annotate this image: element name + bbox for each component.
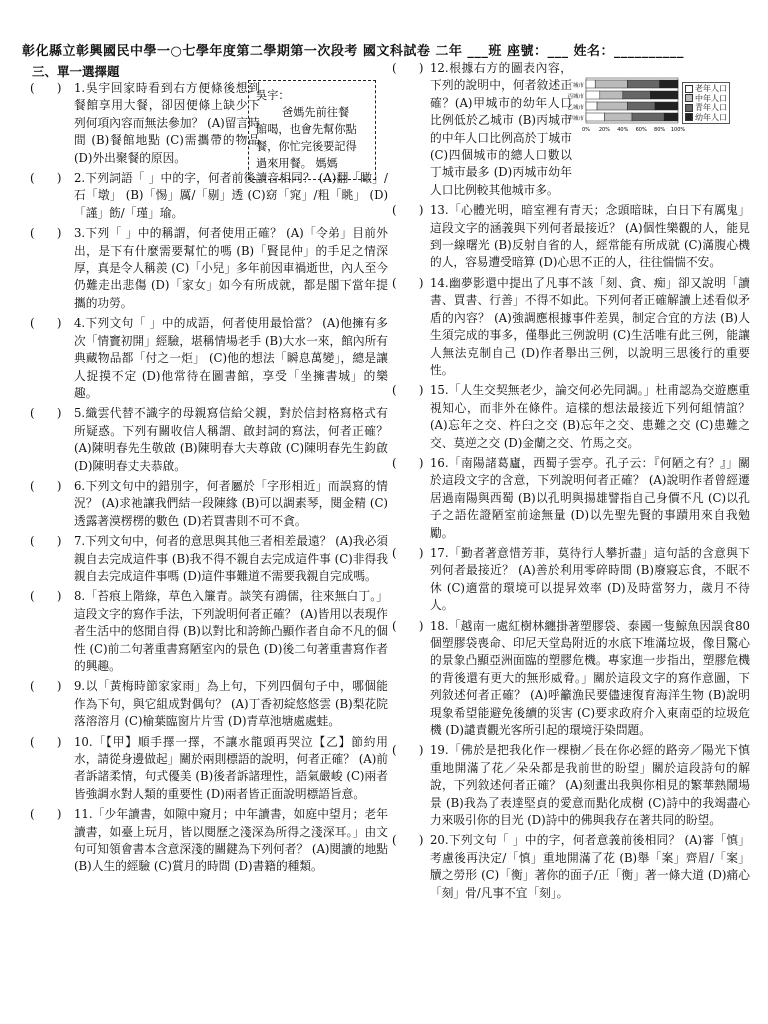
question-item — [30, 225, 388, 312]
question-body: 根據右方的圖表內容，下列的說明中，何者敘述正確？(A)甲城市的幼年人口比例低於乙城市 (B)丙城市的中年人口比例高於丁城市 (C)四個城市的總人口數以丁城市最多 (D)丙城市幼年人口比例較其他城市多。 — [430, 61, 572, 197]
question-text — [30, 734, 388, 804]
answer-blank[interactable]: ( ) — [30, 734, 62, 749]
legend-label: 中年人口 — [695, 93, 727, 103]
section-title: 三、單一選擇題 — [32, 64, 120, 79]
bar-segment — [586, 102, 597, 110]
answer-blank[interactable]: ( ) — [392, 743, 424, 758]
bar-segment — [655, 102, 678, 110]
question-number: 13. — [430, 203, 449, 218]
question-text — [30, 806, 388, 876]
memo-line: 餐，你忙完後要記得 — [256, 140, 357, 153]
question-text — [30, 678, 388, 730]
question-item — [30, 478, 388, 530]
bar-segment — [597, 102, 627, 110]
legend-entry — [685, 84, 727, 94]
answer-blank[interactable]: ( ) — [30, 589, 62, 604]
bar-segment — [604, 113, 632, 121]
x-tick-label: 0% — [582, 127, 590, 133]
question-body: 「【甲】順手擇一擇，不讓水龍頭再哭泣【乙】節約用水，請從身邊做起」關於兩則標語的說明，何者正確？ (A)前者訴諸柔情，句式優美 (B)後者訴諸理性，語氣嚴峻 (C)兩者皆強調水對人類的重要性 (D)兩者皆正面說明標語旨意。 — [74, 734, 388, 801]
question-body: 以「黃梅時節家家雨」為上句，下列四個句子中，哪個能作為下句，與它組成對偶句？ (A)丁香初綻悠悠雲 (B)梨花院落溶溶月 (C)榆葉臨窗片片雪 (D)青草池塘處處蛙。 — [74, 679, 388, 729]
legend-swatch — [685, 104, 693, 112]
question-body: 下列文句中，何者的意思與其他三者相差最遠？ (A)我必須親自去完成這件事 (B)我不得不親自去完成這件事 (C)非得我親自去完成這件事嗎 (D)這件事難道不需要我親自完成嗎。 — [74, 534, 388, 583]
question-number: 19. — [430, 743, 449, 758]
legend-label: 青年人口 — [695, 103, 727, 112]
question-item — [392, 202, 750, 272]
question-text — [30, 225, 388, 312]
question-body: 下列「 」中的稱謂，何者使用正確？ (A)「令弟」目前外出，是下有什麼需要幫忙的嗎 (B)「賢昆仲」的手足之情深厚，真是令人稱羨 (C)「小兒」多年前因車禍逝世，內人至今仍難走出悲傷 (D)「家女」如今有所成就，都是閣下當年提攜的功勞。 — [74, 226, 388, 310]
question-item — [30, 405, 388, 475]
question-number: 14. — [430, 275, 449, 290]
question-text — [30, 478, 388, 530]
question-item — [392, 832, 750, 902]
question-number: 8. — [74, 589, 86, 604]
question-body: 下列文句「 」中的成語，何者使用最恰當？ (A)他擁有多次「情竇初開」經驗，堪稱情場老手 (B)大水一來，館內所有典藏物品都「付之一炬」 (C)他的想法「瞬息萬變」，總是讓人捉摸不定 (D)他常待在圖書館，享受「坐擁書城」的樂趣。 — [74, 316, 388, 400]
answer-blank[interactable]: ( ) — [392, 203, 424, 218]
answer-blank[interactable]: ( ) — [392, 455, 424, 470]
question-item — [30, 315, 388, 402]
question-item — [392, 545, 750, 615]
question-body: 吳宇回家時看到右方便條後想到餐館享用大餐，卻因便條上缺少下列何項內容而無法參加？ (A)留言時間 (B)餐館地點 (C)需攜帶的物品 (D)外出聚餐的原因。 — [74, 81, 260, 165]
question-body: 織雲代替不識字的母親寫信給父親，對於信封格寫格式有所疑惑。下列有關收信人稱謂、啟封詞的寫法，何者正確？ (A)陳明春先生敬啟 (B)陳明春大夫尊啟 (C)陳明春先生鈞啟 (D)陳明春丈夫恭啟。 — [74, 406, 388, 473]
bar-segment — [664, 113, 678, 121]
bar-segment — [586, 80, 595, 88]
exam-header: 彰化縣立彰興國民中學一○七學年度第二學期第一次段考 國文科試卷 二年 ___班 座號：___ 姓名：__________ — [22, 44, 684, 59]
answer-blank[interactable]: ( ) — [392, 545, 424, 560]
question-number: 16. — [430, 455, 449, 470]
bar-segment — [650, 91, 678, 99]
question-number: 17. — [430, 545, 449, 560]
answer-blank[interactable]: ( ) — [30, 679, 62, 694]
question-text — [30, 315, 388, 402]
question-number: 3. — [74, 226, 86, 241]
question-body: 「心體光明，暗室裡有青天；念頭暗昧，白日下有厲鬼」這段文字的涵義與下列何者最接近？ (A)個性樂觀的人，能見到一線曙光 (B)反射自省的人，經常能有所成就 (C)滿腹心機的人，容易遭受暗算 (D)心思不正的人，往往惴惴不安。 — [430, 203, 750, 270]
question-text — [392, 382, 750, 452]
memo-line: 館喝，也會先幫你點 — [256, 123, 357, 136]
question-number: 18. — [430, 618, 449, 633]
legend-swatch — [685, 94, 693, 102]
question-body: 「少年讀書，如隙中窺月；中年讀書，如庭中望月；老年讀書，如臺上玩月，皆以閱歷之淺深為所得之淺深耳。」由文句可知領會書本含意深淺的關鍵為下列何者？ (A)閱讀的地點 (B)人生的經驗 (C)賞月的時間 (D)書籍的種類。 — [74, 807, 388, 874]
question-number: 5. — [74, 406, 86, 421]
question-body: 下列詞語「 」中的字，何者前後讀音相同？ (A)翻「瞰」/石「墩」 (B)「惕」厲/「剔」透 (C)窈「窕」/粗「眺」 (D)「謹」飭/「瑾」瑜。 — [74, 171, 388, 220]
answer-blank[interactable]: ( ) — [392, 618, 424, 633]
bar-segment — [600, 91, 623, 99]
question-item — [392, 742, 750, 829]
question-number: 20. — [430, 833, 449, 848]
question-number: 10. — [74, 734, 93, 749]
answer-blank[interactable]: ( ) — [30, 171, 62, 186]
category-label: 甲城市 — [567, 116, 584, 122]
question-item — [30, 678, 388, 730]
answer-blank[interactable]: ( ) — [392, 61, 424, 75]
bar-segment — [595, 80, 627, 88]
chart-legend — [682, 82, 730, 124]
legend-label: 幼年人口 — [695, 112, 727, 122]
question-number: 7. — [74, 534, 86, 549]
bar-segment — [586, 91, 600, 99]
category-label: 乙城市 — [567, 105, 584, 111]
answer-blank[interactable]: ( ) — [30, 534, 62, 549]
memo-line: 過來用餐。 媽媽 — [256, 157, 338, 170]
question-body: 「佛於是把我化作一棵樹／長在你必經的路旁／陽光下慎重地開滿了花／朵朵都是我前世的盼望」關於這段詩句的解說，下列敘述何者正確？ (A)刻畫出我與你相見的繁華熱鬧場景 (B)我為了表達堅貞的愛意而點化成樹 (C)詩中的我竭盡心力來吸引你的目光 (D)詩中的佛與我存在著共同的盼望。 — [430, 743, 750, 828]
x-tick-label: 40% — [617, 127, 629, 133]
question-body: 「苔痕上階綠，草色入簾青。談笑有鴻儒，往來無白丁。」這段文字的寫作手法，下列說明何者正確？ (A)皆用以表現作者生活中的悠閒自得 (B)以對比和誇飾凸顯作者自命不凡的個性 (C)前二句著重書寫陋室內的景色 (D)後二句著重書寫作者的興趣。 — [74, 589, 388, 673]
answer-blank[interactable]: ( ) — [30, 406, 62, 421]
question-number: 1. — [74, 81, 86, 95]
question-number: 9. — [74, 679, 86, 694]
answer-blank[interactable]: ( ) — [30, 807, 62, 822]
question-item — [30, 588, 388, 675]
answer-blank[interactable]: ( ) — [30, 316, 62, 331]
question-text — [392, 618, 750, 740]
question-item — [30, 734, 388, 804]
bar-segment — [627, 80, 659, 88]
category-label: 丁城市 — [567, 83, 584, 89]
question-body: 下列文句「 」中的字，何者意義前後相同？ (A)審「慎」考慮後再決定/「慎」重地開滿了花 (B)舉「案」齊眉/「案」牘之勞形 (C)「衡」著你的面子/正「衡」著一條大道 (D)痛心「刻」骨/凡事不宜「刻」。 — [430, 833, 750, 900]
question-text — [30, 405, 388, 475]
question-item — [30, 533, 388, 585]
question-number: 12. — [430, 61, 449, 75]
question-body: 「人生交契無老少，論交何必先同調。」杜甫認為交遊應重視知心，而非外在條件。這樣的想法最接近下列何組情誼？ (A)忘年之交、杵臼之交 (B)忘年之交、患難之交 (C)患難之交、莫逆之交 (D)金蘭之交、竹馬之交。 — [430, 383, 750, 450]
question-body: 「越南一處紅樹林纏掛著塑膠袋、泰國一隻鯨魚因誤食80個塑膠袋喪命、印尼天堂島附近的水底下堆滿垃圾，像目驚心的景象凸顯亞洲面臨的塑膠危機。專家進一步指出，塑膠危機的背後還有更大的無形威脅。」關於這段文字的寫作意圖，下列敘述何者正確？ (A)呼籲漁民要儘速復育海洋生物 (B)說明現象希望能避免後續的災害 (C)要求政府介入東南亞的垃圾危機 (D)譴責觀光客所引起的環境汙染問題。 — [430, 618, 750, 738]
question-item — [392, 275, 750, 379]
question-text — [392, 742, 750, 829]
memo-note — [248, 80, 376, 180]
right-column — [392, 60, 750, 905]
question-body: 「南陽諸葛廬，西蜀子雲亭。孔子云：『何陋之有？』」關於這段文字的含意，下列說明何者正確？ (A)說明作者曾經遷居過南陽與西蜀 (B)以孔明與揚雄譬指自己身價不凡 (C)以孔子之語佐證陋室前途無量 (D)以先聖先賢的事蹟用來自我勉勵。 — [430, 455, 750, 540]
question-text — [392, 545, 750, 615]
question-item — [392, 618, 750, 740]
question-item — [30, 806, 388, 876]
memo-line: 吳宇： — [256, 89, 290, 102]
question-text — [392, 202, 750, 272]
question-body: 幽夢影還中提出了凡事不該「刻、貪、痴」卻又說明「讀書、買書、行善」不得不如此。下列何者正確解讀上述看似矛盾的內容？ (A)強調應根據事件差異，制定合宜的方法 (B)人生須完成的事多，僅舉此三例說明 (C)生活唯有此三例，能讓人無法克制自己 (D)作者舉出三例，以說明三思後行的重要性。 — [430, 275, 750, 377]
x-tick-label: 100% — [670, 127, 686, 133]
bar-segment — [586, 113, 604, 121]
x-tick-label: 60% — [635, 127, 647, 133]
question-text — [392, 275, 750, 379]
legend-entry — [685, 113, 727, 123]
answer-blank[interactable]: ( ) — [30, 81, 62, 95]
answer-blank[interactable]: ( ) — [30, 226, 62, 241]
x-tick-label: 20% — [598, 127, 610, 133]
answer-blank[interactable]: ( ) — [392, 383, 424, 398]
bar-segment — [632, 113, 664, 121]
question-number: 11. — [74, 807, 93, 822]
question-number: 2. — [74, 171, 86, 186]
legend-swatch — [685, 113, 693, 121]
question-body: 「勤者著意惜芳菲，莫待行人攀折盡」這句話的含意與下列何者最接近？ (A)善於利用零碎時間 (B)廢寢忘食，不眠不休 (C)適當的環境可以提昇效率 (D)及時當努力，歲月不待人。 — [430, 545, 750, 613]
question-body: 下列文句中的錯別字，何者屬於「字形相近」而誤寫的情況？ (A)求祂讓我們結一段陳緣 (B)可以調素琴，閱金精 (C)透露著漠楞楞的數色 (D)若買書則不可不貪。 — [74, 478, 388, 528]
answer-blank[interactable]: ( ) — [392, 833, 424, 848]
question-text — [392, 455, 750, 542]
question-number: 6. — [74, 478, 86, 493]
question-text — [392, 832, 750, 902]
legend-entry — [685, 94, 727, 104]
category-label: 丙城市 — [567, 94, 584, 100]
question-item — [392, 455, 750, 542]
bar-segment — [627, 102, 655, 110]
question-number: 15. — [430, 383, 449, 398]
question-text — [30, 588, 388, 675]
x-tick-label: 80% — [654, 127, 666, 133]
question-number: 4. — [74, 316, 86, 331]
legend-swatch — [685, 85, 693, 93]
memo-line: 爸媽先前往餐 — [282, 106, 350, 119]
answer-blank[interactable]: ( ) — [392, 275, 424, 290]
left-column — [30, 80, 388, 879]
legend-label: 老年人口 — [695, 84, 727, 93]
question-text — [30, 533, 388, 585]
bar-segment — [623, 91, 651, 99]
question-item — [392, 382, 750, 452]
bar-segment — [660, 80, 678, 88]
answer-blank[interactable]: ( ) — [30, 478, 62, 493]
legend-entry — [685, 103, 727, 113]
